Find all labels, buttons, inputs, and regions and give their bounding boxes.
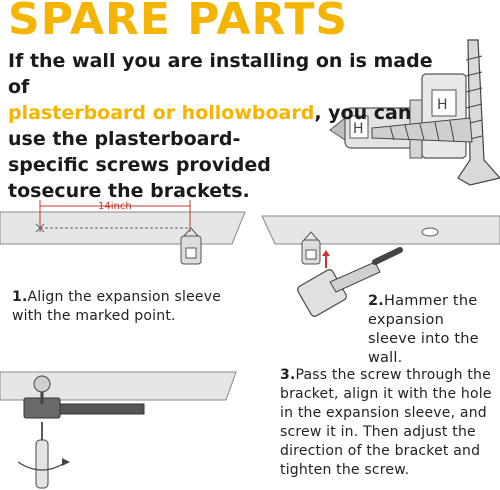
- intro-rest: use the plasterboard-specific screws provided tosecure the brackets.: [8, 128, 271, 202]
- svg-text:H: H: [353, 121, 364, 137]
- svg-text:H: H: [437, 97, 448, 113]
- step-3-text: Pass the screw through the bracket, align it with the hole in the expansion sleeve, and screw it in. Then adjust the direction of the bracket and tighten the screw.: [280, 367, 492, 478]
- step-2-number: 2.: [368, 293, 384, 309]
- ceiling-board-1: [0, 200, 245, 264]
- intro-highlight: plasterboard or hollowboard: [8, 102, 315, 124]
- step-2: [368, 292, 496, 368]
- ceiling-board-3: [0, 372, 236, 418]
- page-title: SPARE PARTS: [8, 0, 349, 45]
- screwdriver-icon: [18, 422, 70, 488]
- measure-label: 14inch: [98, 201, 132, 212]
- step-3: [280, 366, 492, 480]
- step-1: [12, 288, 252, 326]
- intro-after-highlight: , you can: [314, 102, 412, 124]
- intro-text: [8, 48, 448, 204]
- intro-line1: If the wall you are installing on is made of: [8, 50, 433, 98]
- step-1-number: 1.: [12, 289, 28, 305]
- step-2-text: Hammer the expansion sleeve into the wall.: [368, 293, 479, 366]
- step-3-number: 3.: [280, 367, 296, 383]
- step-1-text: Align the expansion sleeve with the marked point.: [12, 289, 222, 324]
